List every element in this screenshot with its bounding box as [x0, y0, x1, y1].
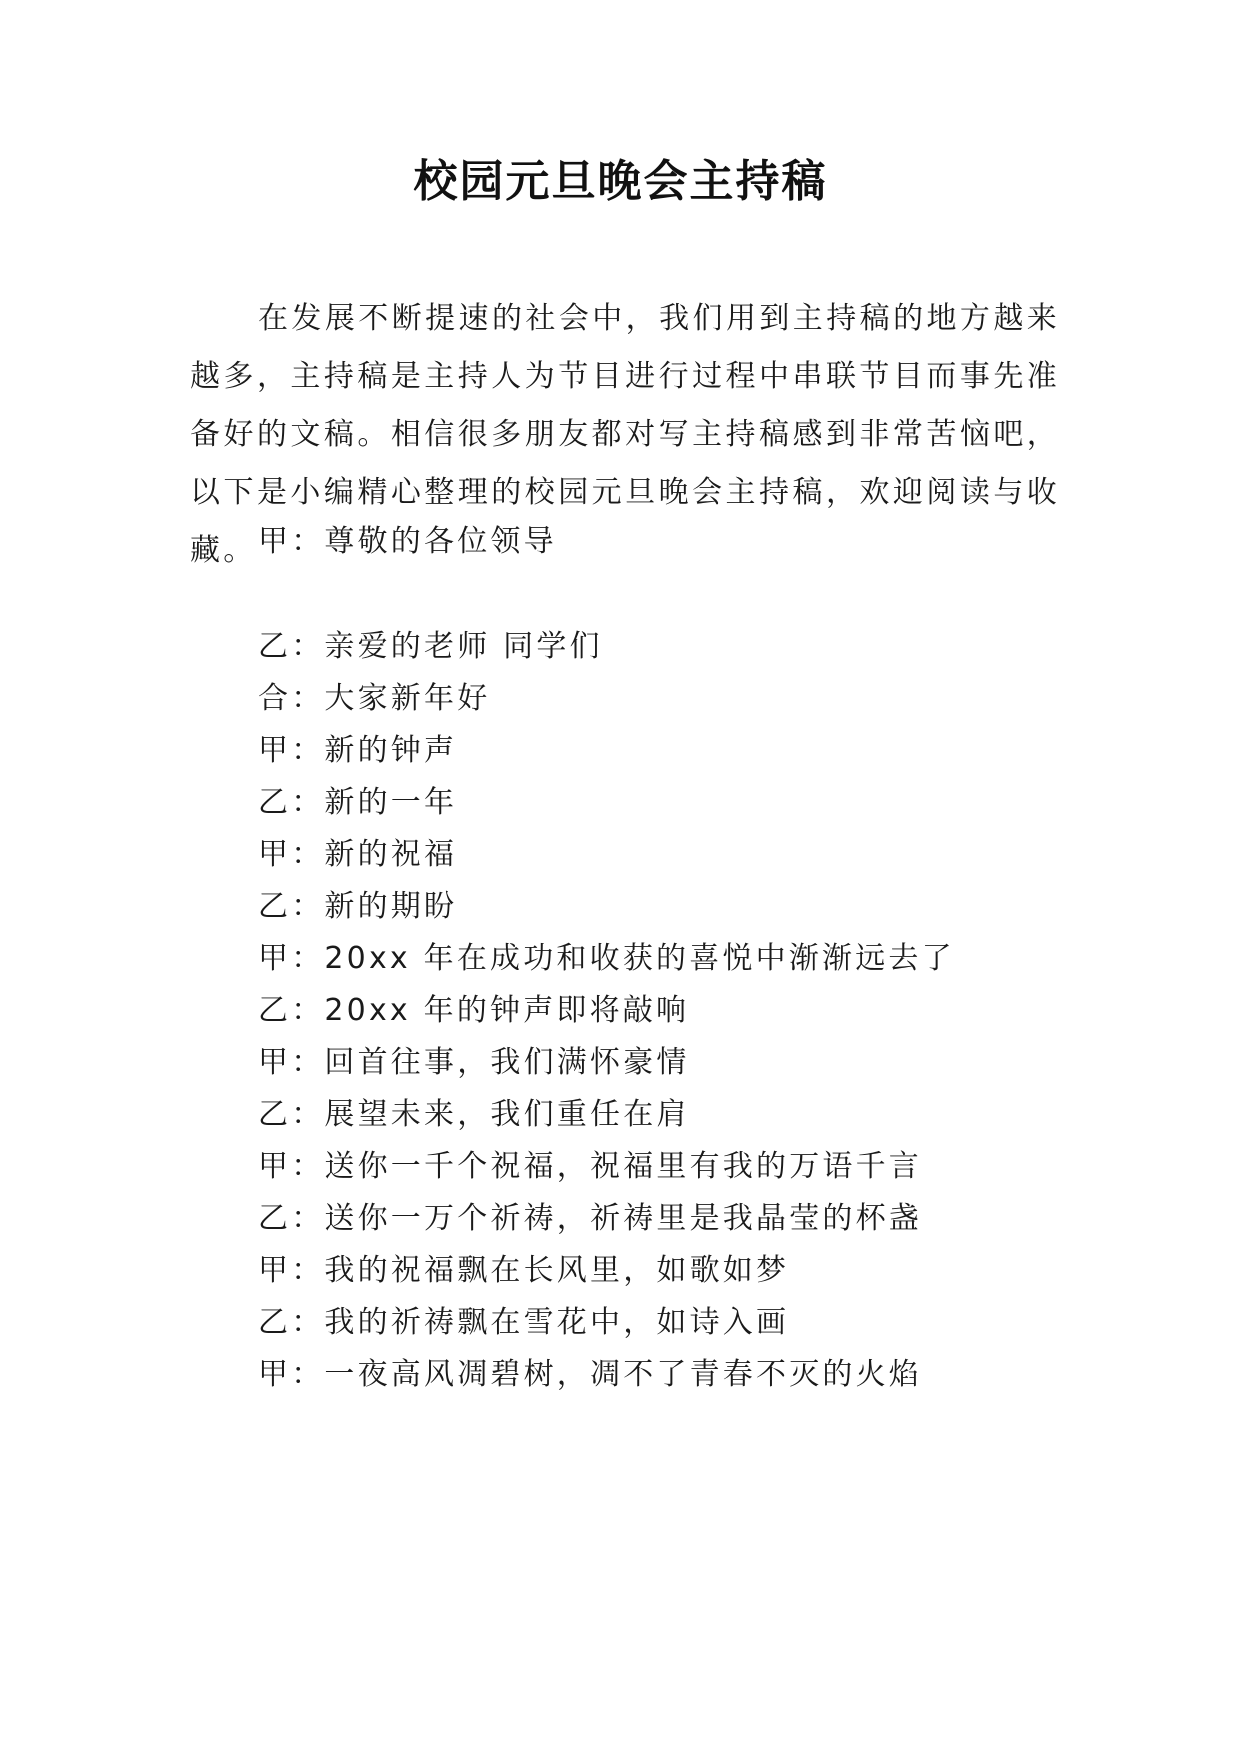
intro-paragraph: 在发展不断提速的社会中，我们用到主持稿的地方越来越多，主持稿是主持人为节目进行过程中串联节目而事先准备好的文稿。相信很多朋友都对写主持稿感到非常苦恼吧，以下是小编精心整理的校园元旦晚会主持稿，欢迎阅读与收藏。 [190, 301, 1060, 568]
dialogue-line: 甲：送你一千个祝福，祝福里有我的万语千言 [258, 1149, 922, 1184]
dialogue-line: 甲：一夜高风凋碧树，凋不了青春不灭的火焰 [258, 1357, 922, 1392]
dialogue-line: 甲：我的祝福飘在长风里，如歌如梦 [258, 1253, 790, 1288]
dialogue-line: 甲：尊敬的各位领导 [258, 524, 557, 559]
dialogue-line: 甲：回首往事，我们满怀豪情 [258, 1045, 690, 1080]
document-title: 校园元旦晚会主持稿 [413, 156, 828, 207]
dialogue-line: 乙：送你一万个祈祷，祈祷里是我晶莹的杯盏 [258, 1201, 922, 1236]
dialogue-line: 甲：新的祝福 [258, 837, 458, 872]
dialogue-line: 甲：新的钟声 [258, 733, 458, 768]
dialogue-line: 乙：新的一年 [258, 785, 458, 820]
dialogue-line: 乙：展望未来，我们重任在肩 [258, 1097, 690, 1132]
dialogue-line: 乙：我的祈祷飘在雪花中，如诗入画 [258, 1305, 790, 1340]
dialogue-line: 乙：亲爱的老师 同学们 [258, 629, 603, 664]
dialogue-line: 合：大家新年好 [258, 681, 491, 716]
dialogue-line: 甲：20xx 年在成功和收获的喜悦中渐渐远去了 [258, 941, 955, 976]
dialogue-line: 乙：20xx 年的钟声即将敲响 [258, 993, 690, 1028]
dialogue-line: 乙：新的期盼 [258, 889, 458, 924]
